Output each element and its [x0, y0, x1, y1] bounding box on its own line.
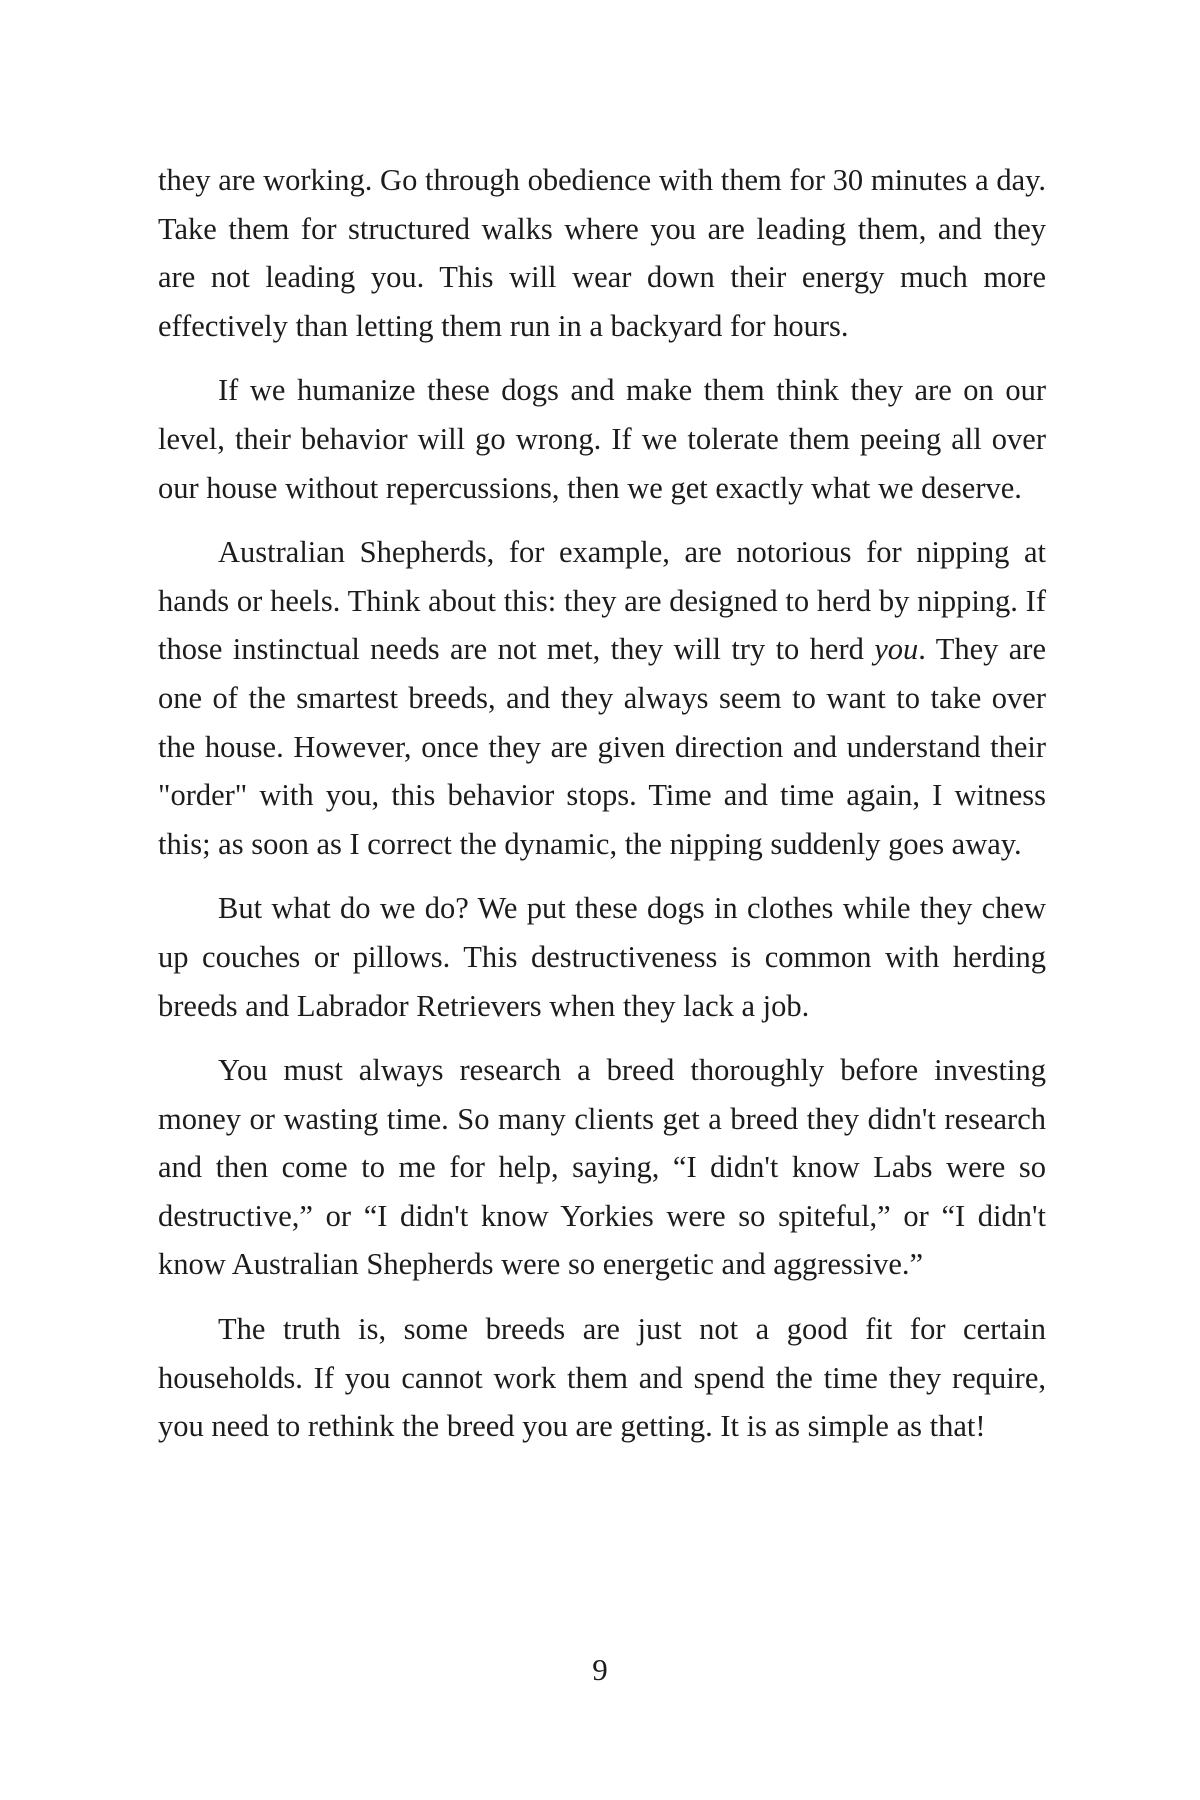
paragraph-1: they are working. Go through obedience with them for 30 minutes a day. Take them for structured walks where you are leading them, and they are not leading you. This will wear down their energy much more effectively than letting them run in a backyard for hours. — [158, 163, 1046, 343]
emphasized-word: you — [874, 632, 919, 667]
paragraph-2: If we humanize these dogs and make them think they are on our level, their behavior will go wrong. If we tolerate them peeing all over our house without repercussions, then we get exactly what we deserve. — [158, 373, 1046, 505]
page-number: 9 — [592, 1652, 608, 1687]
paragraph-3-part-1: Australian Shepherds, for example, are notorious for nipping at hands or heels. Think about this: they are designed to herd by nipping. If those instinctual needs are not met, they will try to herd — [158, 535, 1046, 667]
paragraph-3-part-2: . They are one of the smartest breeds, and they always seem to want to take over the house. However, once they are given direction and understand their "order" with you, this behavior stops. Time and time again, I witness this; as soon as I correct the dynamic, the nipping suddenly goes away. — [158, 632, 1046, 861]
paragraph-6: The truth is, some breeds are just not a good fit for certain households. If you cannot work them and spend the time they require, you need to rethink the breed you are getting. It is as simple as that! — [158, 1312, 1046, 1444]
paragraph-4: But what do we do? We put these dogs in clothes while they chew up couches or pillows. This destructiveness is common with herding breeds and Labrador Retrievers when they lack a job. — [158, 891, 1046, 1023]
body-text — [158, 156, 1046, 1467]
paragraph-3 — [158, 528, 1046, 868]
paragraph-5: You must always research a breed thoroughly before investing money or wasting time. So many clients get a breed they didn't research and then come to me for help, saying, “I didn't know Labs were so destructive,” or “I didn't know Yorkies were so spiteful,” or “I didn't know Australian Shepherds were so energetic and aggressive.” — [158, 1053, 1046, 1282]
